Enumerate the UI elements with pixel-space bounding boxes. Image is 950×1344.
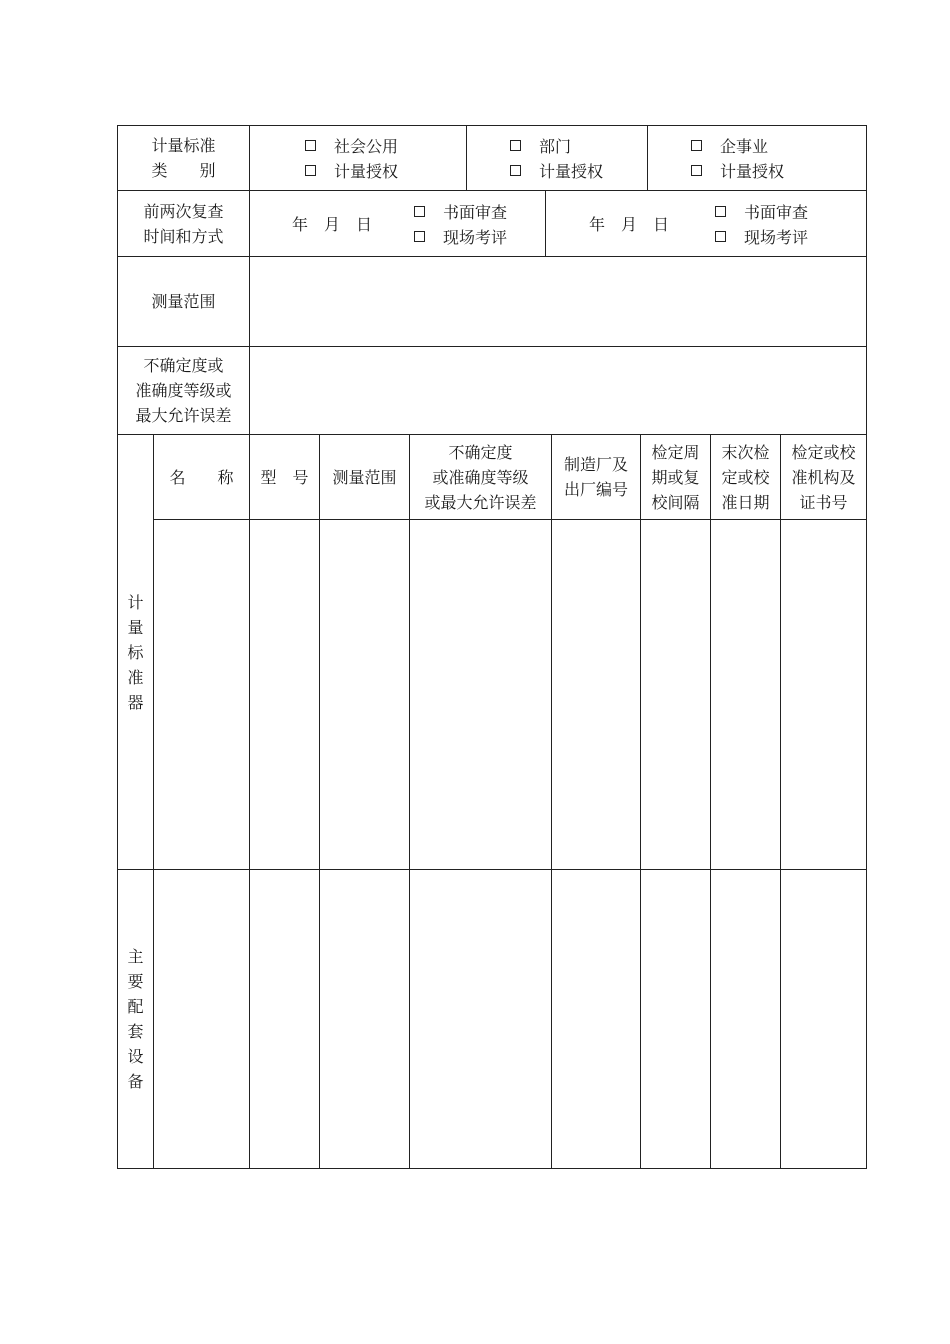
header-name: 名 称 <box>169 467 234 487</box>
review1-onsite[interactable]: 现场考评 <box>414 225 507 250</box>
checkbox-icon[interactable] <box>414 231 425 242</box>
checkbox-icon[interactable] <box>414 206 425 217</box>
header-uncertainty: 不确定度 或准确度等级 或最大允许误差 <box>424 442 537 512</box>
checkbox-icon[interactable] <box>305 165 316 176</box>
uncertainty-label: 不确定度或 准确度等级或 最大允许误差 <box>135 356 232 425</box>
section-equipment-label: 主 要 配 套 设 备 <box>127 947 144 1091</box>
review2-written[interactable]: 书面审查 <box>715 200 808 225</box>
checkbox-icon[interactable] <box>715 231 726 242</box>
table-border-bottom <box>117 1168 867 1169</box>
checkbox-icon[interactable] <box>510 165 521 176</box>
review1-written[interactable]: 书面审查 <box>414 200 507 225</box>
option-divider <box>466 125 467 191</box>
measurement-range-field[interactable] <box>250 257 866 346</box>
checkbox-icon[interactable] <box>715 206 726 217</box>
option-divider <box>647 125 648 191</box>
review2-date[interactable]: 年 月 日 <box>589 215 670 234</box>
header-manufacturer: 制造厂及 出厂编号 <box>563 455 628 499</box>
measurement-range-label: 测量范围 <box>151 292 216 311</box>
standard-data-area[interactable] <box>154 520 866 869</box>
review1-date[interactable]: 年 月 日 <box>292 215 373 234</box>
option-enterprise[interactable]: 企事业 <box>691 134 768 159</box>
header-range: 测量范围 <box>332 467 397 487</box>
option-public[interactable]: 社会公用 <box>305 134 398 159</box>
header-last-date: 末次检 定或校 准日期 <box>721 442 770 512</box>
review-label <box>118 191 249 256</box>
option-department-authorized[interactable]: 计量授权 <box>510 159 603 184</box>
review-label-line2: 时间和方式 <box>143 226 224 246</box>
option-department[interactable]: 部门 <box>510 134 571 159</box>
section-standard-label: 计 量 标 准 器 <box>127 592 144 712</box>
review-label-line1: 前两次复查 <box>143 201 224 221</box>
table-border-right <box>866 125 867 1169</box>
category-label-line2: 类 别 <box>151 161 216 180</box>
checkbox-icon[interactable] <box>510 140 521 151</box>
header-model: 型 号 <box>260 467 309 487</box>
header-period: 检定周 期或复 校间隔 <box>651 442 700 512</box>
checkbox-icon[interactable] <box>691 165 702 176</box>
header-institution: 检定或校 准机构及 证书号 <box>791 442 856 512</box>
checkbox-icon[interactable] <box>305 140 316 151</box>
option-public-authorized[interactable]: 计量授权 <box>305 159 398 184</box>
checkbox-icon[interactable] <box>691 140 702 151</box>
category-label <box>118 126 249 190</box>
equipment-data-area[interactable] <box>154 870 866 1168</box>
review-divider <box>545 190 546 257</box>
uncertainty-field[interactable] <box>250 347 866 434</box>
category-label-line1: 计量标准 <box>151 136 216 155</box>
option-enterprise-authorized[interactable]: 计量授权 <box>691 159 784 184</box>
review2-onsite[interactable]: 现场考评 <box>715 225 808 250</box>
